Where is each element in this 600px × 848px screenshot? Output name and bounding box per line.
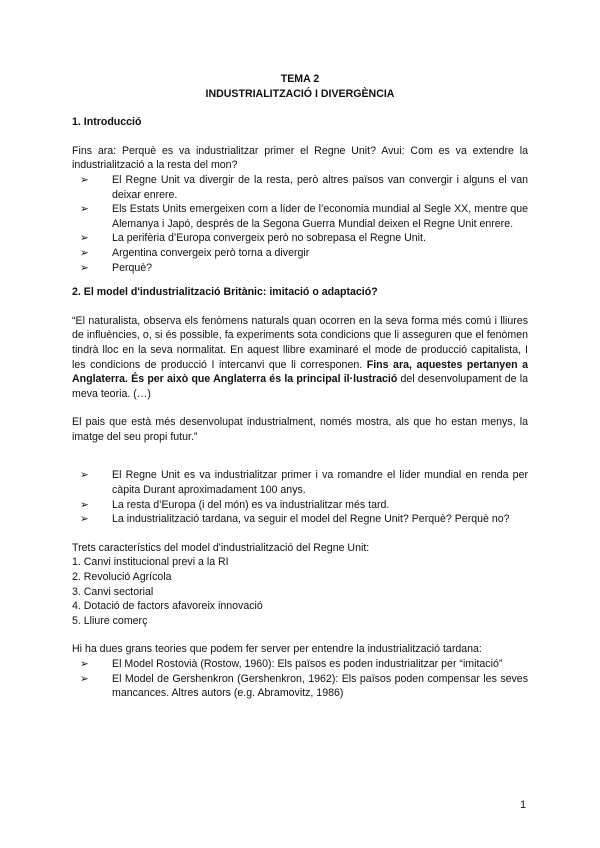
list-item: ➢ El Regne Unit es va industrialitzar primer i va romandre el líder mundial en renda per càpita Durant aproximadament 100 anys.	[80, 469, 528, 497]
arrow-bullet-icon: ➢	[80, 261, 89, 274]
arrow-bullet-icon: ➢	[80, 173, 89, 186]
arrow-bullet-icon: ➢	[80, 203, 89, 216]
list-item: ➢ Perquè?	[80, 261, 153, 274]
list-item: ➢ La industrialització tardana, va seguir el model del Regne Unit? Perquè? Perquè no?	[80, 513, 510, 526]
arrow-bullet-icon: ➢	[80, 232, 89, 245]
traits-intro: Trets característics del model d'industrialització del Regne Unit:	[72, 541, 370, 554]
list-item: ➢ El Regne Unit va divergir de la resta, però altres països van convergir i alguns el van deixar enrere.	[80, 173, 528, 201]
document-title: INDUSTRIALITZACIÓ I DIVERGÈNCIA	[205, 87, 395, 100]
trait-item: 4. Dotació de factors afavoreix innovació	[72, 600, 263, 613]
section1-bullet-list	[72, 173, 528, 275]
arrow-bullet-icon: ➢	[80, 498, 89, 511]
list-item: ➢ Els Estats Units emergeixen com a líder de l’economia mundial al Segle XX, mentre que Alemanya i Japó, després de la Segona Guerra Mundial deixen el Regne Unit enrere.	[80, 203, 528, 230]
trait-item: 2. Revolució Agrícola	[72, 571, 172, 584]
trait-item: 5. Lliure comerç	[72, 614, 148, 627]
section2-bullet-list	[72, 468, 528, 526]
arrow-bullet-icon: ➢	[80, 469, 89, 482]
theories-list	[72, 657, 528, 701]
list-item: ➢ Argentina convergeix però torna a divergir	[80, 246, 310, 259]
quote-paragraph-2: El pais que està més desenvolupat industrialment, només mostra, als que ho estan menys, la imatge del seu propi futur.”	[72, 416, 528, 443]
quote-bold-text: Fins ara, aquestes pertanyen a Anglaterra. És per això que Anglaterra és la principal il·lustració	[72, 358, 528, 386]
arrow-bullet-icon: ➢	[80, 246, 89, 259]
list-item: ➢ El Model Rostovià (Rostow, 1960): Els països es poden industrialitzar per “imitació”	[80, 658, 503, 670]
list-item: ➢ La resta d’Europa (i del món) es va industrialitzar més tard.	[80, 498, 390, 511]
page-number: 1	[520, 799, 526, 811]
arrow-bullet-icon: ➢	[80, 513, 89, 526]
section1-intro: Fins ara: Perquè es va industrialitzar primer el Regne Unit? Avui: Com es va extendre la industrialització a la resta del mon?	[72, 144, 528, 172]
list-item: ➢ La perifèria d’Europa convergeix però no sobrepasa el Regne Unit.	[80, 232, 426, 245]
trait-item: 3. Canvi sectorial	[72, 585, 154, 598]
trait-item: 1. Canvi institucional previ a la RI	[72, 556, 229, 569]
tema-label: TEMA 2	[280, 73, 320, 85]
section2-heading: 2. El model d'industrialització Britànic: imitació o adaptació?	[72, 286, 378, 299]
document-page	[72, 72, 528, 701]
list-item: ➢ El Model de Gershenkron (Gershenkron, 1962): Els països poden compensar les seves mancances. Altres autors (e.g. Abramovitz, 1986)	[80, 672, 528, 700]
arrow-bullet-icon: ➢	[80, 672, 89, 685]
section1-heading: 1. Introducció	[72, 116, 142, 129]
arrow-bullet-icon: ➢	[80, 658, 89, 670]
theories-intro: Hi ha dues grans teories que podem fer server per entendre la industrialització tardana:	[72, 643, 482, 656]
quote-paragraph: “El naturalista, observa els fenòmens naturals quan ocorren en la seva forma més comú i lliures de influències, o, si és possible, fa experiments sota condicions que li asseguren que el fenòmen tindrà lloc en la seva normalitat. En aquest llibre examinaré el mode de producció capitalista, I les condicions de producció I intercanvi que li corresponen. Fins ara, aquestes pertanyen a Anglaterra. És per això que Anglaterra és la principal il·lustració del desenvolupament de la meva teoria. (…)	[72, 314, 528, 400]
